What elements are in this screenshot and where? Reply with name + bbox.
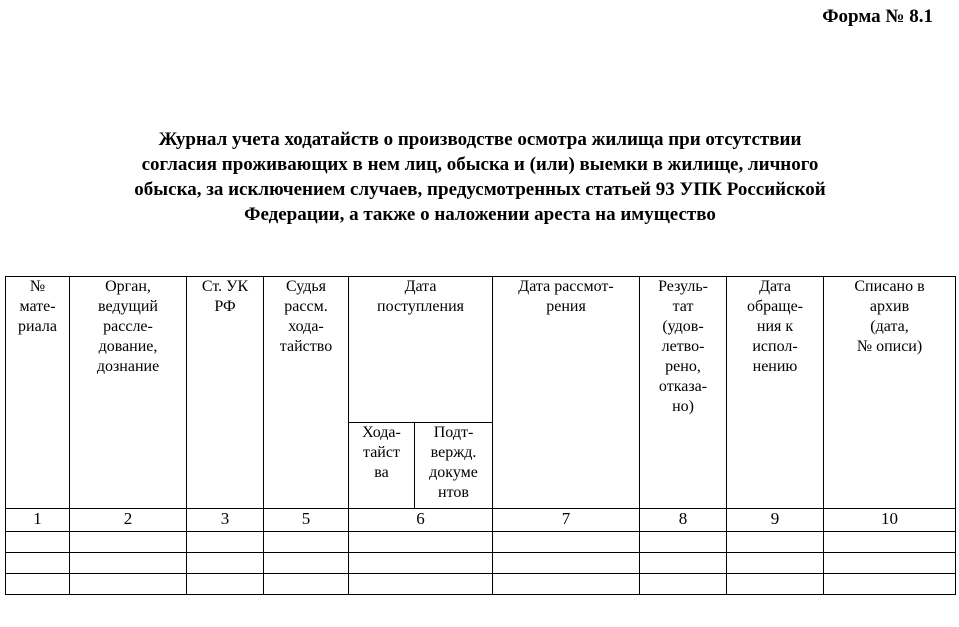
header-review-date: [493, 277, 640, 509]
column-number: 5: [264, 509, 349, 532]
header-text-line: Орган,: [105, 278, 151, 295]
header-text-line: Дата рассмот-: [518, 278, 614, 295]
header-text-line: рассле-: [103, 318, 153, 335]
header-text-line: дование,: [98, 338, 158, 355]
table-cell[interactable]: [264, 574, 349, 595]
header-text-line: летво-: [661, 338, 705, 355]
header-text-line: Подт-: [433, 424, 474, 441]
table-cell[interactable]: [6, 532, 70, 553]
header-text-line: ва: [374, 464, 389, 481]
header-text-line: Дата: [759, 278, 791, 295]
table-cell[interactable]: [70, 532, 187, 553]
table-cell[interactable]: [187, 574, 264, 595]
table-cell[interactable]: [187, 553, 264, 574]
table-cell[interactable]: [70, 553, 187, 574]
header-text-line: нению: [752, 358, 798, 375]
column-number: 3: [187, 509, 264, 532]
header-text-line: поступления: [377, 298, 464, 315]
header-text-line: Хода-: [362, 424, 401, 441]
title-line: согласия проживающих в нем лиц, обыска и (или) выемки в жилище, личного: [141, 154, 819, 175]
table-cell[interactable]: [824, 532, 956, 553]
table-cell[interactable]: [6, 574, 70, 595]
column-number: 1: [6, 509, 70, 532]
header-text-line: Списано в: [854, 278, 925, 295]
header-text-line: №: [29, 278, 46, 295]
header-text-line: вержд.: [430, 444, 477, 461]
header-text-line: нтов: [438, 484, 469, 501]
table-cell[interactable]: [493, 532, 640, 553]
header-text-line: дознание: [96, 358, 160, 375]
table-row: [6, 532, 956, 553]
header-execution-date: [727, 277, 824, 509]
header-text-line: РФ: [214, 298, 236, 315]
header-text-line: хода-: [288, 318, 324, 335]
table-cell[interactable]: [727, 574, 824, 595]
header-text-line: Ст. УК: [201, 278, 249, 295]
header-text-line: Судья: [285, 278, 327, 295]
table-cell[interactable]: [727, 553, 824, 574]
header-text-line: рассм.: [284, 298, 328, 315]
column-number: 10: [824, 509, 956, 532]
table-cell[interactable]: [187, 532, 264, 553]
header-criminal-code-article: [187, 277, 264, 509]
column-number: 9: [727, 509, 824, 532]
header-judge: [264, 277, 349, 509]
table-row: [6, 574, 956, 595]
title-line: Журнал учета ходатайств о производстве осмотра жилища при отсутствии: [158, 129, 802, 150]
column-number: 7: [493, 509, 640, 532]
header-text-line: обраще-: [747, 298, 804, 315]
table-cell[interactable]: [70, 574, 187, 595]
table-cell[interactable]: [727, 532, 824, 553]
header-receipt-date: [349, 277, 493, 423]
header-text-line: мате-: [19, 298, 56, 315]
header-text-line: ния к: [756, 318, 794, 335]
header-archived: [824, 277, 956, 509]
table-cell[interactable]: [6, 553, 70, 574]
table-cell[interactable]: [349, 532, 493, 553]
header-text-line: докуме: [429, 464, 478, 481]
column-number: 6: [349, 509, 493, 532]
journal-table: [5, 276, 956, 595]
header-investigating-body: [70, 277, 187, 509]
column-number: 8: [640, 509, 727, 532]
table-cell[interactable]: [824, 574, 956, 595]
header-text-line: испол-: [752, 338, 798, 355]
header-text-line: но): [672, 398, 694, 415]
table-row: [6, 553, 956, 574]
header-text-line: Резуль-: [658, 278, 708, 295]
header-text-line: отказа-: [658, 378, 708, 395]
table-cell[interactable]: [493, 553, 640, 574]
header-text-line: (удов-: [662, 318, 704, 335]
header-text-line: тат: [672, 298, 694, 315]
table-cell[interactable]: [264, 553, 349, 574]
header-result: [640, 277, 727, 509]
header-text-line: ведущий: [98, 298, 158, 315]
title-line: Федерации, а также о наложении ареста на имущество: [244, 204, 716, 225]
table-cell[interactable]: [349, 574, 493, 595]
title-line: обыска, за исключением случаев, предусмотренных статьей 93 УПК Российской: [134, 179, 826, 200]
form-number: Форма № 8.1: [822, 6, 933, 27]
table-cell[interactable]: [349, 553, 493, 574]
header-text-line: рено,: [665, 358, 701, 375]
header-material-number: [6, 277, 70, 509]
header-petition: [349, 423, 415, 509]
header-confirming-documents: [415, 423, 493, 509]
table-cell[interactable]: [640, 574, 727, 595]
journal-title: [60, 127, 900, 227]
header-text-line: архив: [869, 298, 910, 315]
header-text-line: рения: [546, 298, 586, 315]
table-cell[interactable]: [640, 532, 727, 553]
header-text-line: Дата: [404, 278, 437, 295]
header-text-line: тайство: [279, 338, 333, 355]
column-number: 2: [70, 509, 187, 532]
table-cell[interactable]: [264, 532, 349, 553]
table-cell[interactable]: [493, 574, 640, 595]
header-text-line: риала: [18, 318, 57, 335]
header-text-line: (дата,: [870, 318, 909, 335]
table-cell[interactable]: [640, 553, 727, 574]
table-cell[interactable]: [824, 553, 956, 574]
header-text-line: тайст: [363, 444, 400, 461]
header-text-line: № описи): [856, 338, 923, 355]
